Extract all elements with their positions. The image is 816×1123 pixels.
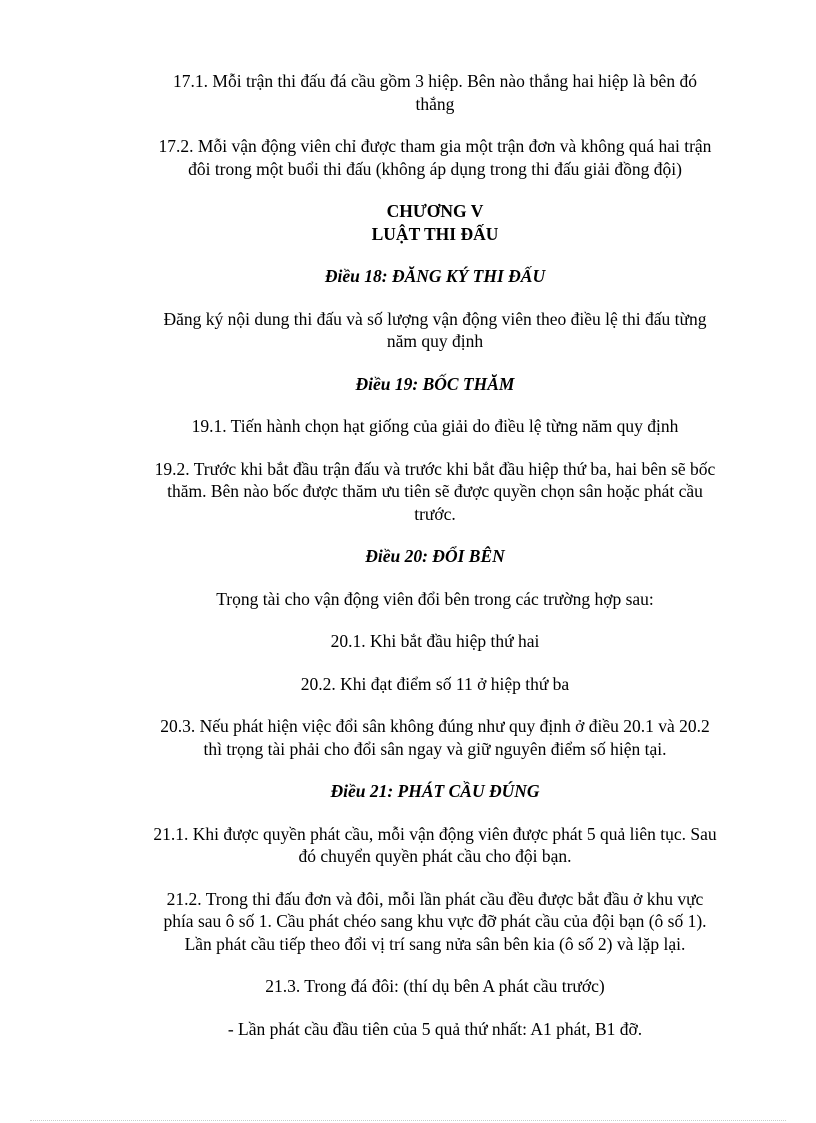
text-line: LUẬT THI ĐẤU <box>371 223 499 244</box>
paragraph <box>130 588 740 611</box>
text-line: thăm. Bên nào bốc được thăm ưu tiên sẽ được quyền chọn sân hoặc phát cầu <box>167 481 703 501</box>
paragraph <box>130 630 740 653</box>
paragraph <box>130 308 740 353</box>
text-line: Điều 21: PHÁT CẦU ĐÚNG <box>330 781 540 801</box>
paragraph <box>130 70 740 115</box>
text-line: phía sau ô số 1. Cầu phát chéo sang khu vực đỡ phát cầu của đội bạn (ô số 1). <box>163 911 707 931</box>
page-bottom-divider <box>30 1120 786 1121</box>
paragraph <box>130 135 740 180</box>
article-heading <box>130 545 740 568</box>
article-heading <box>130 780 740 803</box>
text-line: 19.2. Trước khi bắt đầu trận đấu và trước khi bắt đầu hiệp thứ ba, hai bên sẽ bốc <box>154 458 716 479</box>
text-line: thắng <box>415 93 455 114</box>
text-line: Đăng ký nội dung thi đấu và số lượng vận động viên theo điều lệ thi đấu từng <box>163 308 707 329</box>
text-line: 21.2. Trong thi đấu đơn và đôi, mỗi lần phát cầu đều được bắt đầu ở khu vực <box>166 888 704 909</box>
text-line: Điều 19: BỐC THĂM <box>355 373 515 394</box>
paragraph <box>130 975 740 998</box>
text-line: năm quy định <box>386 331 484 351</box>
paragraph <box>130 715 740 760</box>
text-line: trước. <box>414 503 456 524</box>
article-heading <box>130 265 740 288</box>
paragraph <box>130 823 740 868</box>
paragraph <box>130 1018 740 1041</box>
text-line: 20.2. Khi đạt điểm số 11 ở hiệp thứ ba <box>300 673 570 694</box>
paragraph <box>130 673 740 696</box>
chapter-title <box>130 200 740 245</box>
text-line: 19.1. Tiến hành chọn hạt giống của giải do điều lệ từng năm quy định <box>191 416 679 436</box>
article-heading <box>130 373 740 396</box>
text-line: 21.1. Khi được quyền phát cầu, mỗi vận động viên được phát 5 quả liên tục. Sau <box>153 823 717 844</box>
text-line: Điều 18: ĐĂNG KÝ THI ĐẤU <box>324 266 546 286</box>
document-body <box>130 70 740 1060</box>
paragraph <box>130 458 740 526</box>
paragraph <box>130 888 740 956</box>
text-line: 20.1. Khi bắt đầu hiệp thứ hai <box>330 631 540 651</box>
text-line: Trọng tài cho vận động viên đổi bên trong các trường hợp sau: <box>216 588 654 609</box>
text-line: 17.2. Mỗi vận động viên chỉ được tham gia một trận đơn và không quá hai trận <box>158 136 712 156</box>
text-line: 17.1. Mỗi trận thi đấu đá cầu gồm 3 hiệp. Bên nào thắng hai hiệp là bên đó <box>173 71 697 91</box>
text-line: - Lần phát cầu đầu tiên của 5 quả thứ nhất: A1 phát, B1 đỡ. <box>227 1018 643 1039</box>
text-line: 21.3. Trong đá đôi: (thí dụ bên A phát cầu trước) <box>265 976 605 996</box>
text-line: Lần phát cầu tiếp theo đổi vị trí sang nửa sân bên kia (ô số 2) và lặp lại. <box>184 933 686 954</box>
text-line: thì trọng tài phải cho đổi sân ngay và giữ nguyên điểm số hiện tại. <box>203 738 667 759</box>
text-line: đó chuyển quyền phát cầu cho đội bạn. <box>298 846 572 866</box>
text-line: CHƯƠNG V <box>386 201 484 221</box>
text-line: Điều 20: ĐỔI BÊN <box>365 546 505 566</box>
paragraph <box>130 415 740 438</box>
text-line: 20.3. Nếu phát hiện việc đổi sân không đúng như quy định ở điều 20.1 và 20.2 <box>160 716 710 736</box>
text-line: đôi trong một buổi thi đấu (không áp dụng trong thi đấu giải đồng đội) <box>188 158 682 179</box>
